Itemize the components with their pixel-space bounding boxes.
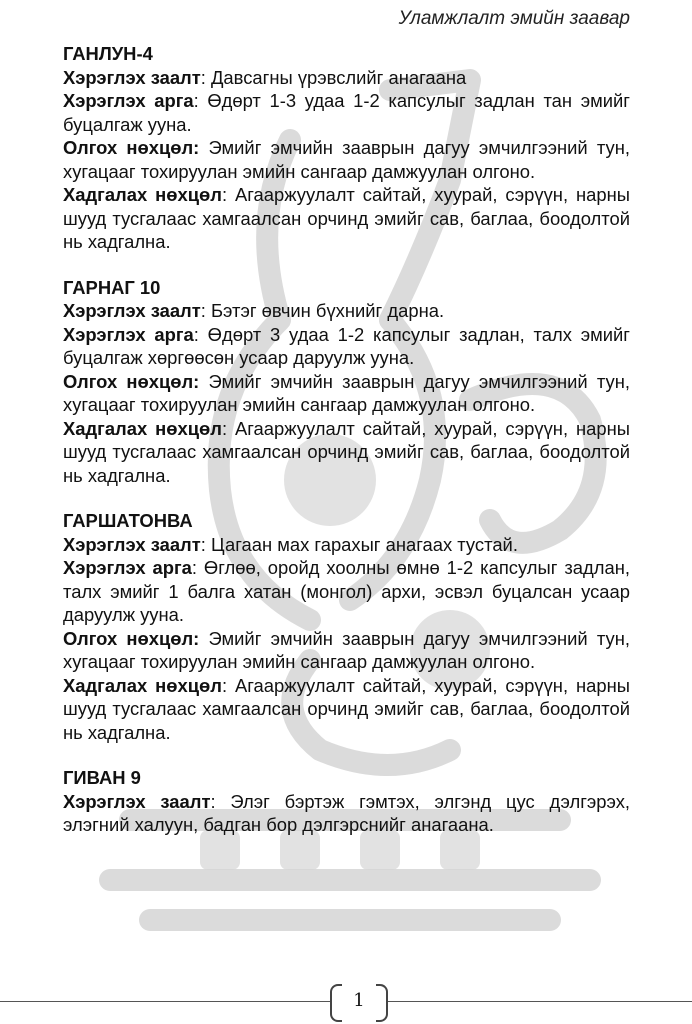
- storage-text: : Агааржуулалт сайтай, хуурай, сэрүүн, нарны шууд тусгалаас хамгаалсан орчинд эмийг сав, баглаа, боодолтой нь хадгална.: [63, 674, 630, 743]
- storage-label: Хадгалах нөхцөл: [63, 417, 222, 439]
- method-text: : Өглөө, оройд хоолны өмнө 1-2 капсулыг задлан, талх эмийг 1 балга хатан (монгол) архи, эсвэл буцалсан усаар даруулж ууна.: [63, 557, 630, 625]
- indication-label: Хэрэглэх заалт: [63, 533, 201, 555]
- storage-text: : Агааржуулалт сайтай, хуурай, сэрүүн, нарны шууд тусгалаас хамгаалсан орчинд эмийг сав, баглаа, боодолтой нь хадгална.: [63, 417, 630, 486]
- page-number: 1: [353, 990, 365, 1011]
- drug-title: ГИВАН 9: [63, 767, 141, 788]
- method-label: Хэрэглэх арга: [63, 90, 194, 111]
- storage-line: [63, 183, 630, 254]
- method-label: Хэрэглэх арга: [63, 557, 192, 578]
- method-line: [63, 323, 630, 370]
- storage-text: : Агааржуулалт сайтай, хуурай, сэрүүн, нарны шууд тусгалаас хамгаалсан орчинд эмийг сав, баглаа, боодолтой нь хадгална.: [63, 184, 630, 252]
- indication-text: : Цагаан мах гарахыг анагаах тустай.: [200, 533, 518, 555]
- indication-line: [63, 533, 630, 557]
- drug-entry: [63, 766, 630, 837]
- running-header: Уламжлалт эмийн заавар: [398, 8, 630, 29]
- drug-title: ГАРШАТОНВА: [63, 510, 193, 531]
- acquisition-label: Олгох нөхцөл:: [63, 137, 200, 158]
- method-line: [63, 556, 630, 627]
- method-label: Хэрэглэх арга: [63, 323, 194, 345]
- indication-text: : Давсагны үрэвслийг анагаана: [200, 66, 467, 88]
- indication-label: Хэрэглэх заалт: [63, 300, 201, 321]
- method-text: : Өдөрт 1-3 удаа 1-2 капсулыг задлан тан эмийг буцалгаж ууна.: [63, 90, 630, 135]
- acquisition-label: Олгох нөхцөл:: [63, 627, 200, 649]
- drug-entry: [63, 276, 630, 488]
- acquisition-label: Олгох нөхцөл:: [63, 370, 200, 392]
- acquisition-text: Эмийг эмчийн зааврын дагуу эмчилгээний тун, хугацааг тохируулан эмийн сангаар дамжуулан олгоно.: [63, 370, 630, 415]
- storage-line: [63, 674, 630, 745]
- storage-label: Хадгалах нөхцөл: [63, 184, 222, 205]
- footer-rule-left: [0, 1001, 330, 1002]
- indication-text: : Бэтэг өвчин бүхнийг дарна.: [200, 300, 445, 321]
- indication-label: Хэрэглэх заалт: [63, 790, 211, 812]
- indication-line: [63, 66, 630, 90]
- document-body: [63, 42, 630, 859]
- indication-line: [63, 299, 630, 323]
- acquisition-line: [63, 136, 630, 183]
- drug-title: ГАНЛУН-4: [63, 43, 153, 64]
- drug-entry: [63, 509, 630, 744]
- footer-rule-right: [388, 1001, 692, 1002]
- drug-entry: [63, 42, 630, 254]
- drug-title: ГАРНАГ 10: [63, 276, 161, 298]
- indication-line: [63, 790, 630, 837]
- acquisition-text: Эмийг эмчийн зааврын дагуу эмчилгээний тун, хугацааг тохируулан эмийн сангаар дамжуулан олгоно.: [63, 627, 630, 672]
- storage-label: Хадгалах нөхцөл: [63, 674, 222, 696]
- method-line: [63, 89, 630, 136]
- storage-line: [63, 417, 630, 488]
- indication-label: Хэрэглэх заалт: [63, 66, 201, 88]
- acquisition-line: [63, 627, 630, 674]
- method-text: : Өдөрт 3 удаа 1-2 капсулыг задлан, талх эмийг буцалгаж хөргөөсөн усаар даруулж ууна.: [63, 323, 630, 368]
- acquisition-text: Эмийг эмчийн зааврын дагуу эмчилгээний тун, хугацааг тохируулан эмийн сангаар дамжуулан олгоно.: [63, 137, 630, 182]
- acquisition-line: [63, 370, 630, 417]
- indication-text: : Элэг бэртэж гэмтэх, элгэнд цус дэлгэрэх, элэгний халуун, бадган бор дэлгэрснийг анагаана.: [63, 790, 630, 835]
